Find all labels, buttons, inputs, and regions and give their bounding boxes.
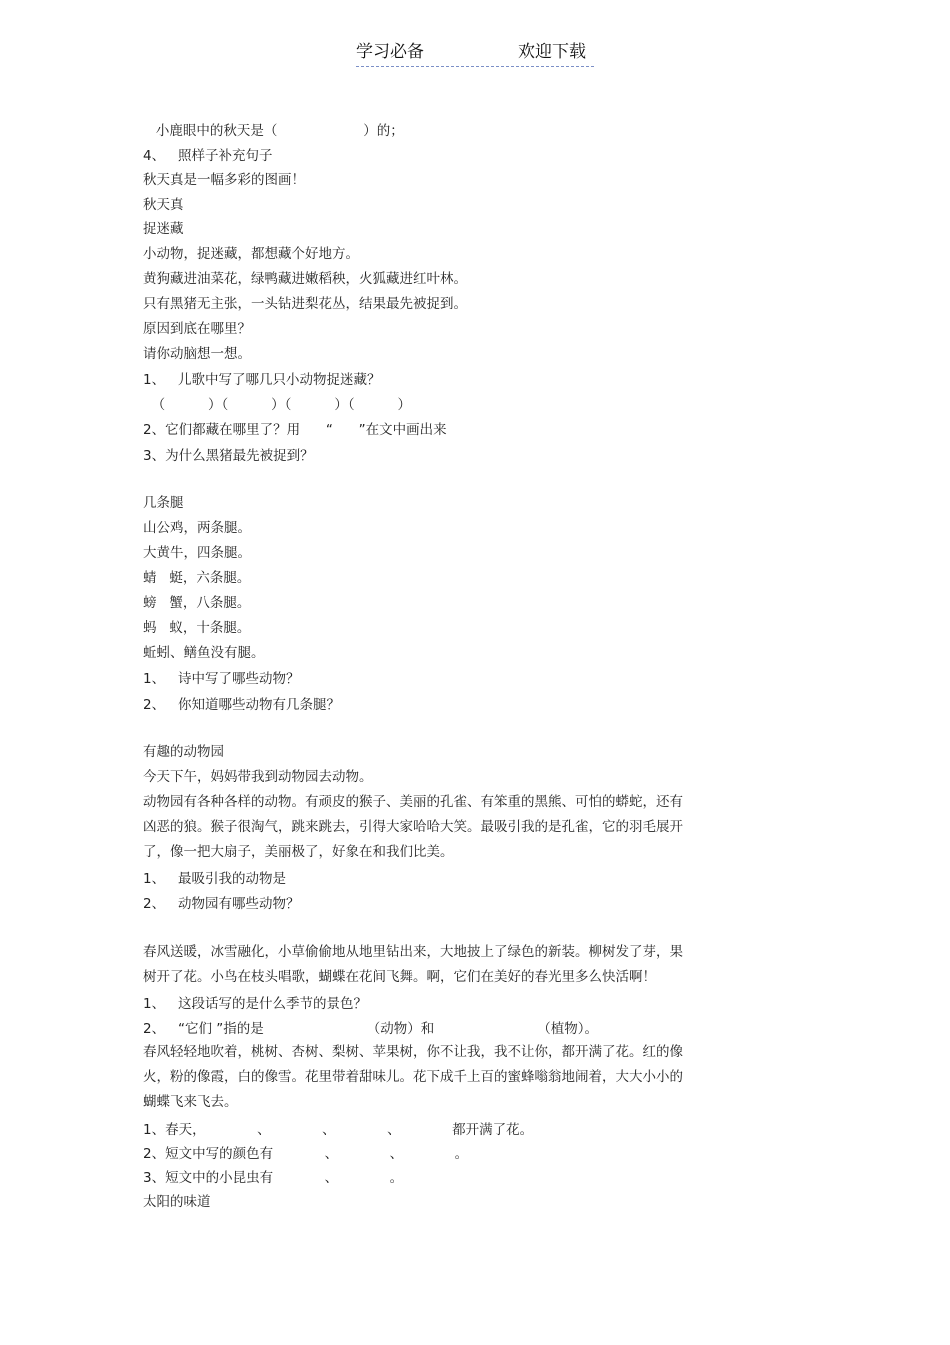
text-line: 树开了花。小鸟在枝头唱歌，蝴蝶在花间飞舞。啊，它们在美好的春光里多么快活啊！ — [143, 969, 656, 985]
question-line: 1、 儿歌中写了哪几只小动物捉迷藏？ — [143, 372, 381, 388]
question-line: 3、为什么黑猪最先被捉到？ — [143, 448, 314, 464]
page-header — [356, 40, 594, 67]
text-line: 凶恶的狼。猴子很淘气，跳来跳去，引得大家哈哈大笑。最吸引我的是孔雀，它的羽毛展开 — [143, 819, 683, 835]
text-line: 蝴蝶飞来飞去。 — [143, 1094, 238, 1110]
text-line: 大黄牛，四条腿。 — [143, 545, 251, 561]
question-line: 1、春天， 、 、 、 都开满了花。 — [143, 1122, 534, 1138]
text-line: 火，粉的像霞，白的像雪。花里带着甜味儿。花下成千上百的蜜蜂嗡翁地闹着，大大小小的 — [143, 1069, 683, 1085]
question-line: 2、 动物园有哪些动物？ — [143, 896, 300, 912]
text-line: 秋天真是一幅多彩的图画！ — [143, 172, 305, 188]
answer-blanks: （ ）（ ）（ ）（ ） — [143, 397, 411, 413]
question-line: 2、它们都藏在哪里了？用 “ ”在文中画出来 — [143, 422, 447, 438]
text-line: 春风轻轻地吹着，桃树、杏树、梨树、苹果树，你不让我，我不让你，都开满了花。红的像 — [143, 1044, 683, 1060]
question-line: 1、 这段话写的是什么季节的景色？ — [143, 996, 367, 1012]
text-line: 动物园有各种各样的动物。有顽皮的猴子、美丽的孔雀、有笨重的黑熊、可怕的蟒蛇，还有 — [143, 794, 683, 810]
section-title: 有趣的动物园 — [143, 744, 224, 760]
text-line: 原因到底在哪里？ — [143, 321, 251, 337]
text-line: 山公鸡，两条腿。 — [143, 520, 251, 536]
text-line: 螃 蟹，八条腿。 — [143, 595, 251, 611]
question-line: 2、 你知道哪些动物有几条腿？ — [143, 697, 340, 713]
section-title: 太阳的味道 — [143, 1194, 211, 1210]
question-line: 1、 诗中写了哪些动物？ — [143, 671, 300, 687]
header-left-text: 学习必备 — [356, 42, 424, 62]
text-line: 小鹿眼中的秋天是（ ）的； — [143, 123, 404, 139]
question-line: 1、 最吸引我的动物是 — [143, 871, 286, 887]
text-line: 4、 照样子补充句子 — [143, 148, 273, 164]
question-line: 2、 “它们 ”指的是 （动物）和 （植物）。 — [143, 1021, 598, 1037]
text-line: 小动物，捉迷藏，都想藏个好地方。 — [143, 246, 359, 262]
text-line: 了，像一把大扇子，美丽极了，好象在和我们比美。 — [143, 844, 454, 860]
text-line: 蚂 蚁，十条腿。 — [143, 620, 251, 636]
text-line: 请你动脑想一想。 — [143, 346, 251, 362]
text-line: 黄狗藏进油菜花，绿鸭藏进嫩稻秧，火狐藏进红叶林。 — [143, 271, 467, 287]
question-line: 3、短文中的小昆虫有 、 。 — [143, 1170, 404, 1186]
section-title: 捉迷藏 — [143, 221, 184, 237]
text-line: 秋天真 — [143, 197, 184, 213]
text-line: 今天下午，妈妈带我到动物园去动物。 — [143, 769, 373, 785]
text-line: 春风送暖，冰雪融化，小草偷偷地从地里钻出来，大地披上了绿色的新装。柳树发了芽，果 — [143, 944, 683, 960]
text-line: 只有黑猪无主张，一头钻进梨花丛，结果最先被捉到。 — [143, 296, 467, 312]
text-line: 蚯蚓、鳝鱼没有腿。 — [143, 645, 265, 661]
text-line: 蜻 蜓，六条腿。 — [143, 570, 251, 586]
question-line: 2、短文中写的颜色有 、 、 。 — [143, 1146, 469, 1162]
section-title: 几条腿 — [143, 495, 184, 511]
header-right-text: 欢迎下载 — [518, 42, 586, 62]
